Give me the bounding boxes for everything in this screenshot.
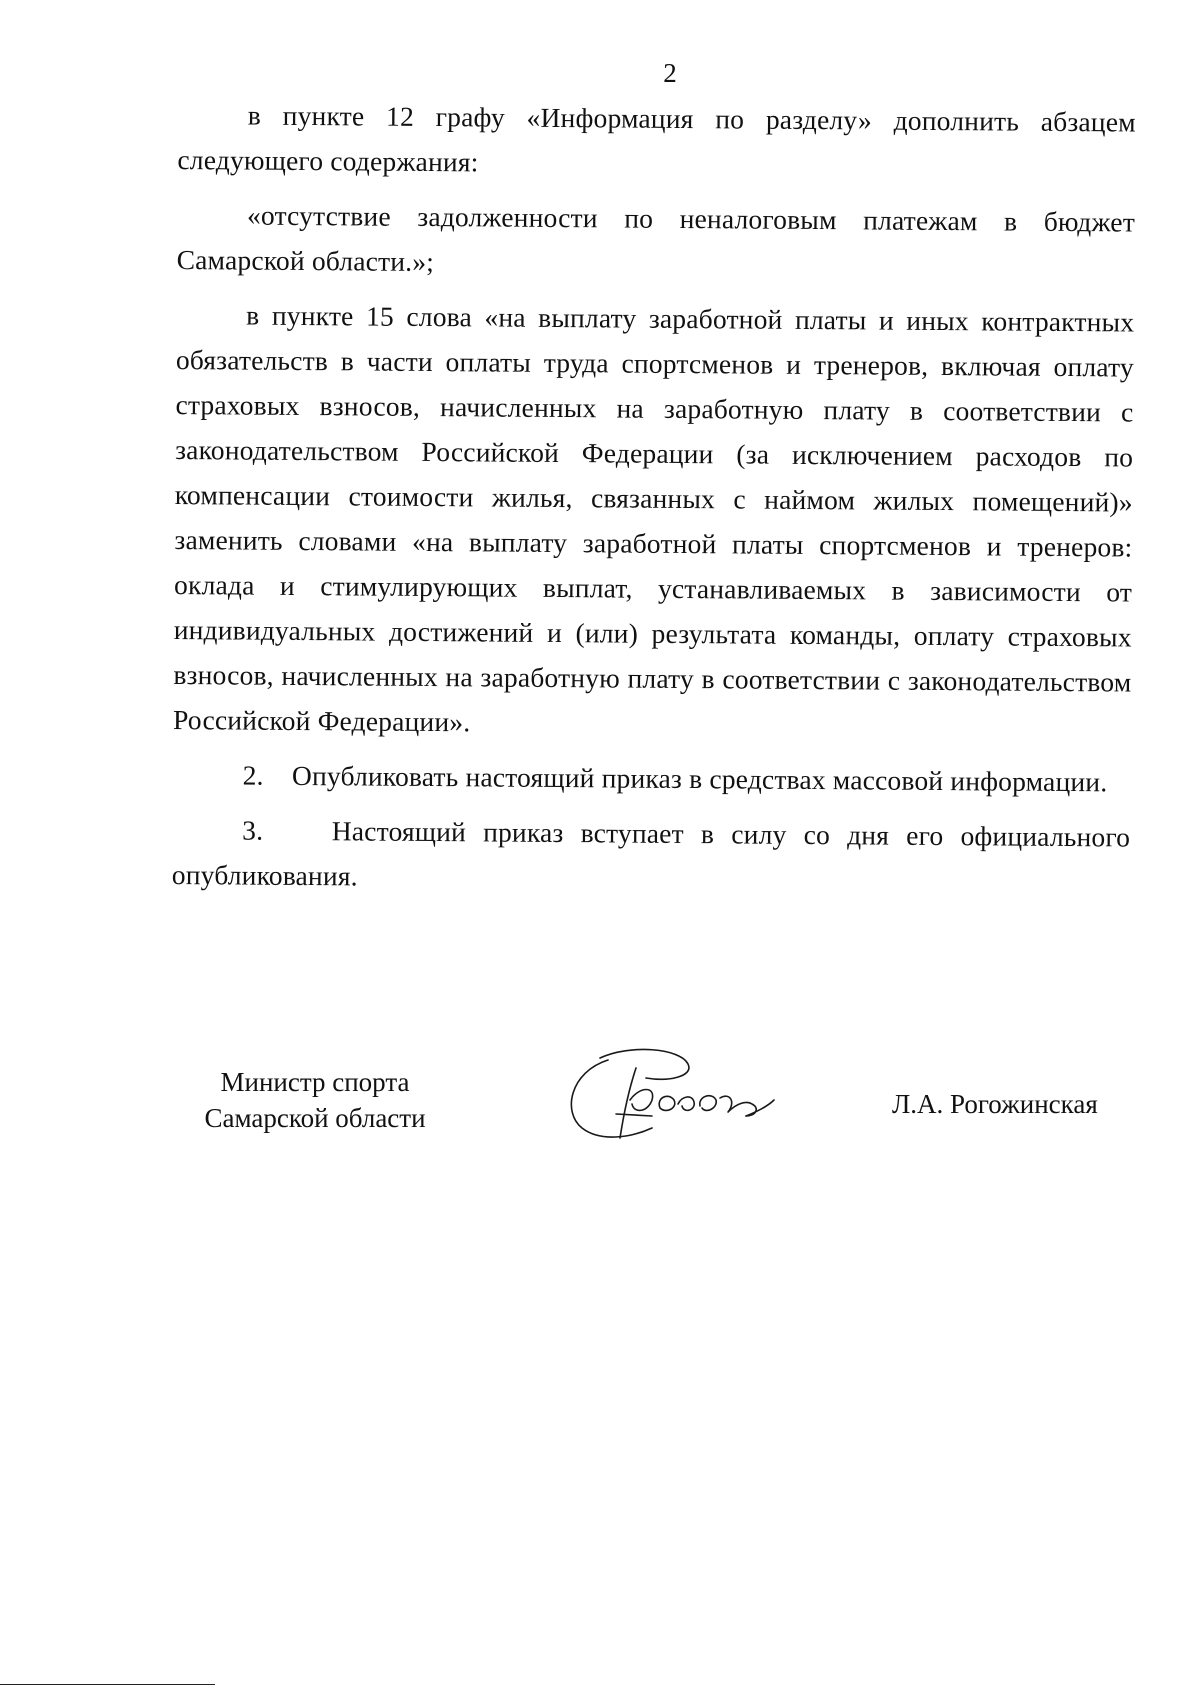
signatory-position-line-2: Самарской области bbox=[204, 1103, 426, 1133]
handwritten-signature bbox=[560, 1042, 800, 1152]
signature-block bbox=[0, 1064, 1200, 1184]
signatory-position-line-1: Министр спорта bbox=[220, 1067, 410, 1097]
paragraph-item-12-amendment: в пункте 12 графу «Информация по разделу» дополнить абзацем следующего содержания: bbox=[177, 99, 1136, 178]
signatory-position bbox=[190, 1064, 440, 1136]
page-number: 2 bbox=[663, 58, 677, 88]
paragraph-item-15-amendment: в пункте 15 слова «на выплату заработной платы и иных контрактных обязательств в части оплаты труда спортсменов и тренеров, включая оплату страховых взносов, начисленных на заработную плату в соответствии с законодательством Российской Федерации (за исключением расходов по компенсации стоимости жилья, связанных с наймом жилых помещений)» заменить словами «на выплату заработной платы спортсменов и тренеров: оклада и стимулирующих выплат, устанавливаемых в зависимости от индивидуальных достижений и (или) результата команды, оплату страховых взносов, начисленных на заработную плату в соответствии с законодательством Российской Федерации». bbox=[172, 299, 1135, 738]
paragraph-point-3: 3. Настоящий приказ вступает в силу со дня его официального опубликования. bbox=[171, 814, 1131, 892]
footer-divider bbox=[0, 1684, 215, 1685]
paragraph-point-2: 2. Опубликовать настоящий приказ в средствах массовой информации. bbox=[242, 759, 1108, 798]
document-body bbox=[172, 92, 1136, 914]
paragraph-quoted-text: «отсутствие задолженности по неналоговым платежам в бюджет Самарской области.»; bbox=[176, 199, 1136, 278]
signatory-name: Л.А. Рогожинская bbox=[892, 1089, 1098, 1119]
